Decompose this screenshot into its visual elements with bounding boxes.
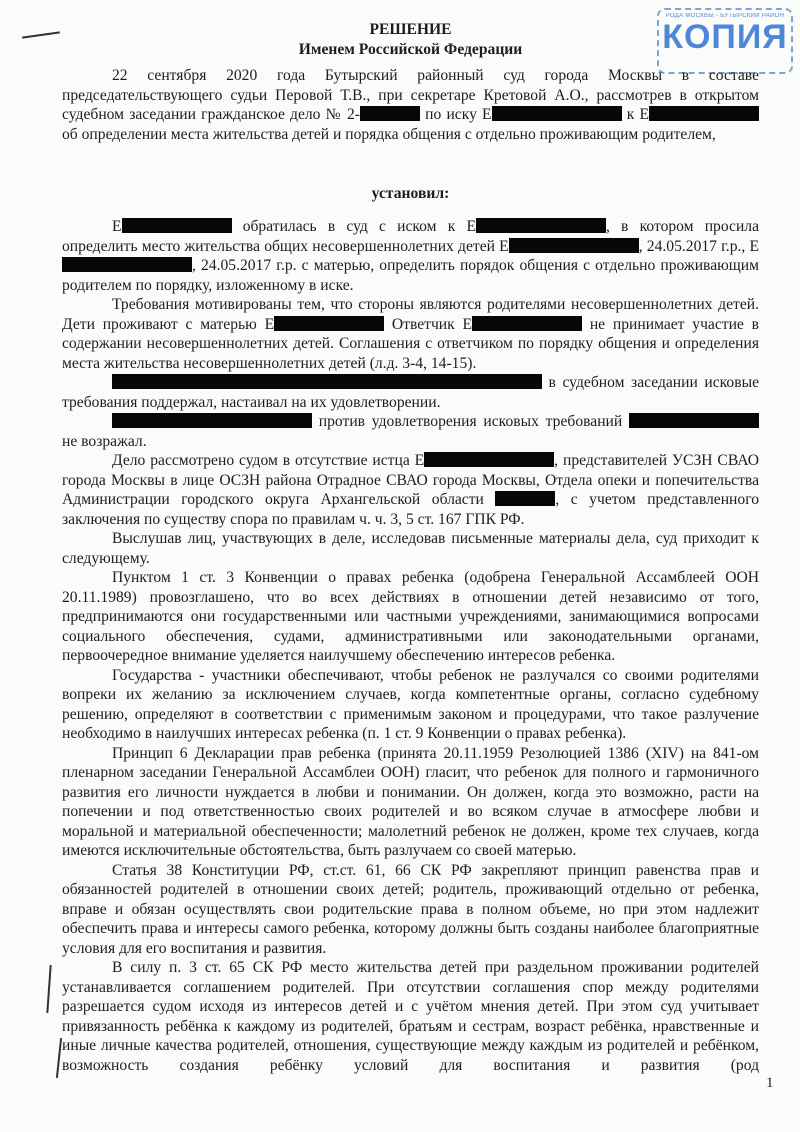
redaction-box: [509, 238, 639, 253]
text-segment: не возражал.: [62, 432, 147, 450]
redaction-box: [112, 374, 542, 389]
margin-mark: [22, 31, 60, 38]
text-segment: об определении места жительства детей и порядка общения с отдельно проживающим родителем,: [62, 125, 716, 143]
text-segment: , 24.05.2017 г.р., Е: [638, 237, 759, 255]
text-segment: Статья 38 Конституции РФ, ст.ст. 61, 66 СК РФ закрепляют принцип равенства прав и обязанностей родителей в отношении своих детей; родитель, проживающий отдельно от ребенка, вправе и обязан осуществлять свои родительские права в полном объеме, но при этом надлежит обеспечить права и интересы самого ребенка, которому должны быть созданы наиболее благоприятные условия для его воспитания и развития.: [62, 861, 759, 957]
redaction-box: [649, 106, 759, 121]
text-segment: , в котором просила определить место жительства общих несовершеннолетних детей Е: [62, 218, 759, 255]
body-paragraph: [62, 529, 759, 568]
redaction-box: [629, 413, 759, 428]
body-paragraph: [62, 568, 759, 666]
intro-section: [62, 66, 759, 144]
redaction-box: [476, 218, 606, 233]
redaction-box: [424, 452, 554, 467]
section-heading: установил:: [371, 185, 450, 202]
redaction-box: [472, 316, 582, 331]
redaction-box: [274, 316, 384, 331]
text-segment: в судебном заседании исковые требования поддержал, настаивал на их удовлетворении.: [62, 374, 759, 411]
text-segment: по иску Е: [419, 106, 492, 123]
text-segment: Е: [112, 218, 122, 235]
margin-mark: [46, 965, 51, 1013]
body-paragraph: [62, 217, 759, 295]
text-segment: , представителей УСЗН СВАО города Москвы в лице ОСЗН района Отрадное СВАО города Москвы, Отдела опеки и попечительства Администрации городского округа Архангельской области: [62, 452, 759, 508]
text-segment: Принцип 6 Декларации прав ребенка (принята 20.11.1959 Резолюцией 1386 (XIV) на 841-ом пленарном заседании Генеральной Ассамблеи ООН) гласит, что ребенок для полного и гармоничного развития его личности нуждается в любви и понимании. Он должен, когда это возможно, расти на попечении и под ответственностью своих родителей и во всяком случае в атмосфере любви и моральной и материальной обеспеченности; малолетний ребенок не должен, кроме тех случаев, когда имеются исключительные обстоятельства, быть разлучаем со своей матерью.: [62, 744, 759, 859]
redaction-box: [62, 257, 192, 272]
body-paragraph: [62, 744, 759, 861]
body-paragraph: [62, 412, 759, 451]
document-subtitle: Именем Российской Федерации: [298, 41, 523, 58]
text-segment: , 24.05.2017 г.р. с матерью, определить порядок общения с отдельно проживающим родителем по порядку, изложенному в иске.: [62, 257, 759, 294]
body-paragraph: [62, 295, 759, 373]
stamp-ring-text: РОДА МОСКВЫ - БУТЫРСКИЙ РАЙОН: [665, 13, 785, 19]
document-title: РЕШЕНИЕ: [369, 21, 452, 38]
text-segment: Требования мотивированы тем, что стороны являются родителями несовершеннолетних детей. Дети проживают с матерью Е: [62, 296, 759, 333]
text-segment: Дело рассмотрено судом в отсутствие истца Е: [112, 452, 425, 469]
page-number: 1: [766, 1075, 774, 1091]
body-paragraph: [62, 666, 759, 744]
text-segment: В силу п. 3 ст. 65 СК РФ место жительства детей при раздельном проживании родителей устанавливается соглашением родителей. При отсутствии соглашения спор между родителями разрешается судом исходя из интересов детей и с учётом мнения детей. При этом суд учитывает привязанность ребёнка к каждому из родителей, братьям и сестрам, возраст ребёнка, нравственные и иные личные качества родителей, отношения, существующие между каждым из родителей и ребёнком, возможность создания ребёнку условий для воспитания и развития (род: [62, 959, 759, 1074]
body-paragraph: [62, 958, 759, 1075]
text-segment: против удовлетворения исковых требований: [312, 413, 629, 430]
text-segment: к Е: [621, 106, 650, 123]
text-segment: обратилась в суд с иском к Е: [231, 218, 476, 235]
redaction-box: [112, 413, 312, 428]
body-section: [62, 217, 759, 1075]
text-segment: не принимает участие в содержании несовершеннолетних детей. Соглашения с ответчиком по порядку общения и определения места жительства несовершеннолетних детей (л.д. 3-4, 14-15).: [62, 315, 759, 372]
redaction-box: [360, 106, 420, 121]
text-segment: Государства - участники обеспечивают, чтобы ребенок не разлучался со своими родителями вопреки их желанию за исключением случаев, когда компетентные органы, согласно судебному решению, определяют в соответствии с применимым законом и процедурами, что такое разлучение необходимо в наилучших интересах ребенка (п. 1 ст. 9 Конвенции о правах ребенка).: [62, 666, 759, 742]
intro-paragraph: [62, 66, 759, 144]
text-segment: Ответчик Е: [384, 315, 473, 333]
body-paragraph: [62, 373, 759, 412]
text-segment: , с учетом представленного заключения по существу спора по правилам ч. ч. 3, 5 ст. 167 ГПК РФ.: [62, 491, 760, 528]
body-paragraph: [62, 861, 759, 959]
text-segment: Выслушав лиц, участвующих в деле, исследовав письменные материалы дела, суд приходит к следующему.: [62, 530, 759, 567]
body-paragraph: [62, 451, 759, 529]
text-segment: 22 сентября 2020 года Бутырский районный суд города Москвы в составе председательствующего судьи Перовой Т.В., при секретаре Кретовой А.О., рассмотрев в открытом судебном заседании гражданское дело № 2-: [62, 67, 759, 123]
redaction-box: [492, 106, 622, 121]
redaction-box: [122, 218, 232, 233]
stamp-label: КОПИЯ: [662, 18, 788, 56]
redaction-box: [495, 491, 555, 506]
text-segment: Пунктом 1 ст. 3 Конвенции о правах ребенка (одобрена Генеральной Ассамблеей ООН 20.11.1989) провозглашено, что во всех действиях в отношении детей независимо от того, предпринимаются они государственными или частными учреждениями, занимающимися вопросами социального обеспечения, судами, административными или законодательными органами, первоочередное внимание уделяется наилучшему обеспечению интересов ребенка.: [62, 569, 759, 664]
